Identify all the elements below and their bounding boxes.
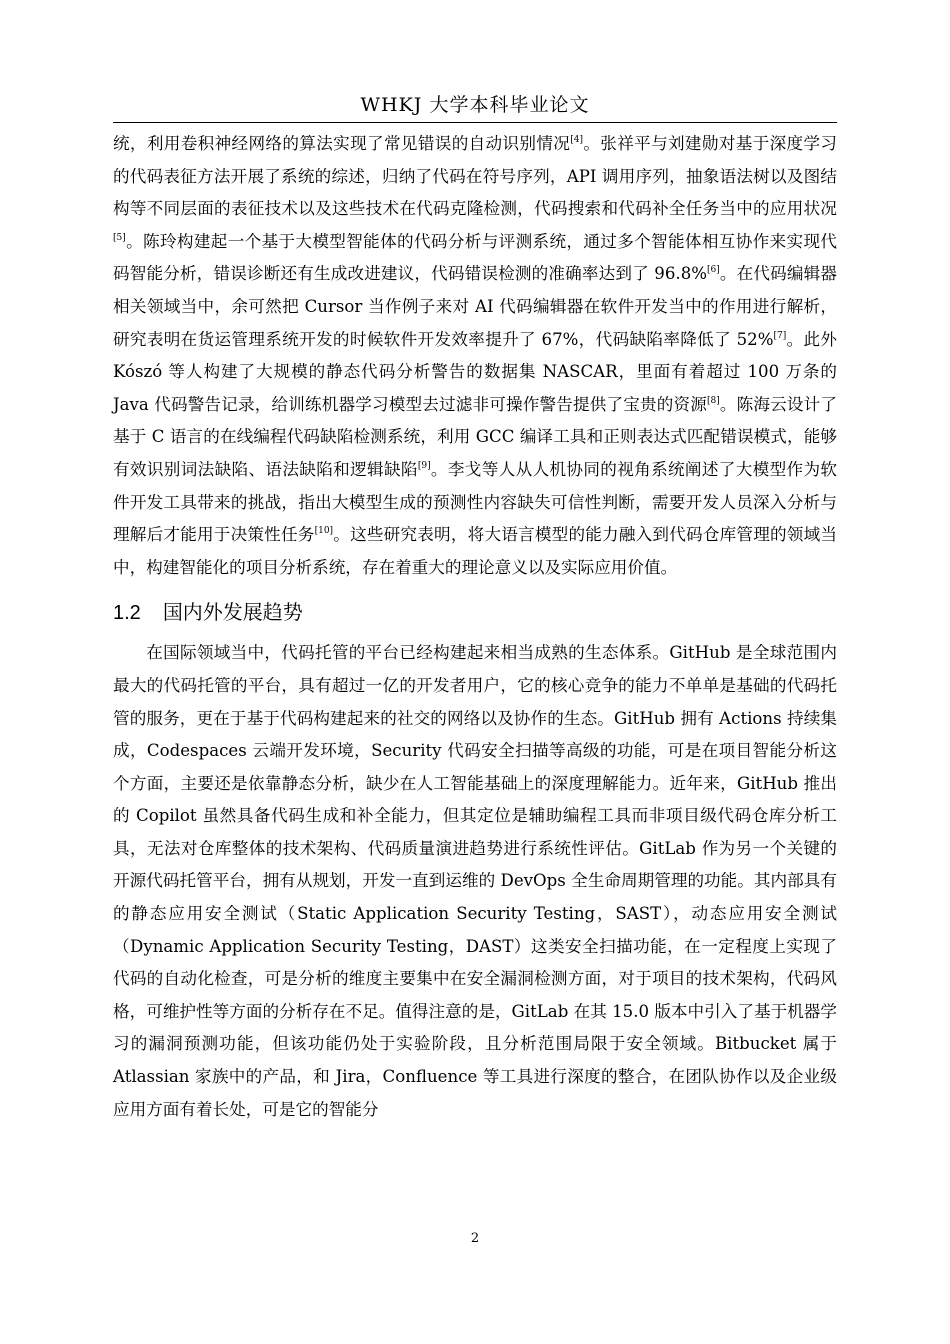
text-run: 。张祥平与刘建勋对基于深度学习的代码表征方法开展了系统的综述，归纳了代码在符号序列，API 调用序列，抽象语法树以及图结构等不同层面的表征技术以及这些技术在代码克隆检测，代码搜索和代码补全任务当中的应用状况 bbox=[113, 134, 838, 219]
section-heading bbox=[113, 598, 837, 627]
citation-10: [10] bbox=[314, 526, 334, 537]
text-run: 。陈玲构建起一个基于大模型智能体的代码分析与评测系统，通过多个智能体相互协作来实现代码智能分析，错误诊断还有生成改进建议，代码错误检测的准确率达到了 96.8% bbox=[113, 231, 837, 284]
page-number: 2 bbox=[470, 1231, 480, 1246]
citation-6: [6] bbox=[707, 265, 720, 276]
page-body bbox=[113, 128, 837, 1126]
section-number: 1.2 bbox=[113, 602, 141, 625]
citation-9: [9] bbox=[417, 460, 431, 471]
citation-4: [4] bbox=[570, 135, 583, 145]
citation-7: [7] bbox=[773, 330, 787, 341]
section-title: 国内外发展趋势 bbox=[162, 600, 303, 625]
running-header: WHKJ 大学本科毕业论文 bbox=[360, 94, 590, 116]
text-run: 。这些研究表明，将大语言模型的能力融入到代码仓库管理的领域当中，构建智能化的项目分析系统，存在着重大的理论意义以及实际应用价值。 bbox=[113, 525, 838, 577]
text-run: 。在代码编辑器相关领域当中，余可然把 Cursor 当作例子来对 AI 代码编辑器在软件开发当中的作用进行解析，研究表明在货运管理系统开发的时候软件开发效率提升了 67%，代码缺陷率降低了 52% bbox=[113, 264, 837, 349]
text-run: 统，利用卷积神经网络的算法实现了常见错误的自动识别情况 bbox=[113, 134, 571, 153]
citation-8: [8] bbox=[707, 395, 720, 406]
paragraph-literature-review bbox=[113, 128, 837, 584]
citation-5: [5] bbox=[113, 232, 126, 243]
text-run: 。此外 Kószó 等人构建了大规模的静态代码分析警告的数据集 NASCAR，里面有着超过 100 万条的 Java 代码警告记录，给训练机器学习模型去过滤非可操作警告提供了宝贵的资源 bbox=[113, 329, 838, 414]
header-rule bbox=[113, 122, 837, 123]
paragraph-development-trends: 在国际领域当中，代码托管的平台已经构建起来相当成熟的生态体系。GitHub 是全球范围内最大的代码托管的平台，具有超过一亿的开发者用户，它的核心竞争的能力不单单是基础的代码托管的服务，更在于基于代码构建起来的社交的网络以及协作的生态。GitHub 拥有 Actions 持续集成，Codespaces 云端开发环境，Security 代码安全扫描等高级的功能，可是在项目智能分析这个方面，主要还是依靠静态分析，缺少在人工智能基础上的深度理解能力。近年来，GitHub 推出的 Copilot 虽然具备代码生成和补全能力，但其定位是辅助编程工具而非项目级代码仓库分析工具，无法对仓库整体的技术架构、代码质量演进趋势进行系统性评估。GitLab 作为另一个关键的开源代码托管平台，拥有从规划，开发一直到运维的 DevOps 全生命周期管理的功能。其内部具有的静态应用安全测试（Static Application Security Testing，SAST），动态应用安全测试（Dynamic Application Security Testing，DAST）这类安全扫描功能，在一定程度上实现了代码的自动化检查，可是分析的维度主要集中在安全漏洞检测方面，对于项目的技术架构，代码风格，可维护性等方面的分析存在不足。值得注意的是，GitLab 在其 15.0 版本中引入了基于机器学习的漏洞预测功能，但该功能仍处于实验阶段，且分析范围局限于安全领域。Bitbucket 属于 Atlassian 家族中的产品，和 Jira，Confluence 等工具进行深度的整合，在团队协作以及企业级应用方面有着长处，可是它的智能分 bbox=[113, 643, 837, 1119]
text-run: 。李戈等人从人机协同的视角系统阐述了大模型作为软件开发工具带来的挑战，指出大模型生成的预测性内容缺失可信性判断，需要开发人员深入分析与理解后才能用于决策性任务 bbox=[113, 459, 838, 545]
text-run: 。陈海云设计了基于 C 语言的在线编程代码缺陷检测系统，利用 GCC 编译工具和正则表达式匹配错误模式，能够有效识别词法缺陷、语法缺陷和逻辑缺陷 bbox=[113, 394, 837, 479]
